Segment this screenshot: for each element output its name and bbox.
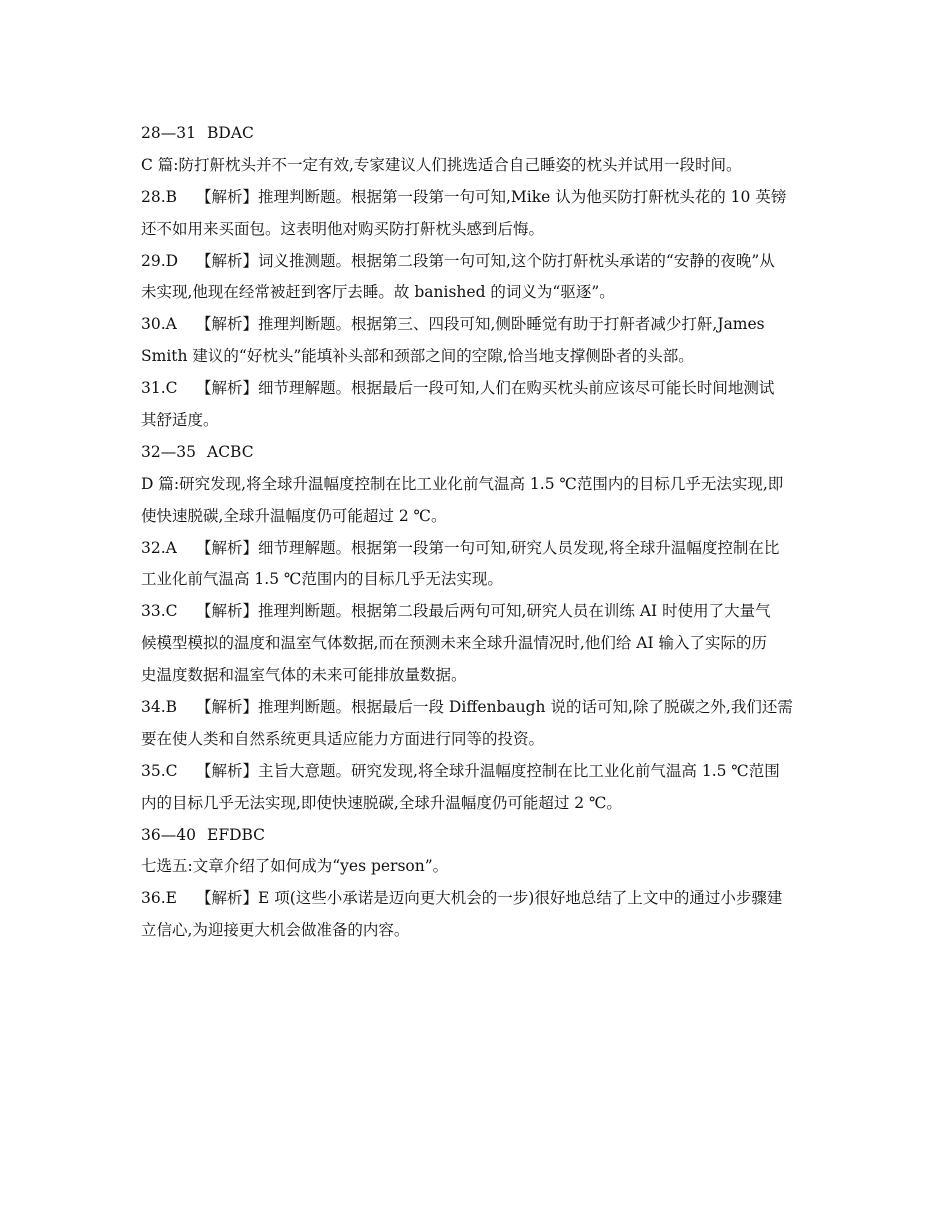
answer-letters: ACBC — [207, 442, 254, 461]
question-range: 36—40 — [141, 825, 196, 844]
explanation-text: 候模型模拟的温度和温室气体数据,而在预测未来全球升温情况时,他们给 AI 输入了实际的历 — [141, 634, 768, 653]
explanation-line — [141, 596, 817, 628]
explanation-text: 未实现,他现在经常被赶到客厅去睡。故 banished 的词义为“驱逐”。 — [141, 283, 615, 302]
explanation-line — [141, 692, 817, 724]
question-answer: 30.A — [141, 315, 177, 334]
explanation-line — [141, 373, 817, 405]
question-range: 32—35 — [141, 442, 196, 461]
explanation-text: 工业化前气温高 1.5 ℃范围内的目标几乎无法实现。 — [141, 570, 503, 589]
explanation-line — [141, 533, 817, 565]
explanation-text: 内的目标几乎无法实现,即使快速脱碳,全球升温幅度仍可能超过 2 ℃。 — [141, 793, 622, 812]
explanation-line — [141, 883, 817, 915]
passage-summary: 七选五:文章介绍了如何成为“yes person”。 — [141, 857, 449, 876]
section-header — [141, 437, 817, 469]
passage-summary: 使快速脱碳,全球升温幅度仍可能超过 2 ℃。 — [141, 506, 447, 525]
section-header — [141, 118, 817, 150]
question-answer: 35.C — [141, 761, 178, 780]
question-answer: 29.D — [141, 251, 179, 270]
explanation-text: 【解析】推理判断题。根据第一段第一句可知,Mike 认为他买防打鼾枕头花的 10 英镑 — [196, 187, 787, 206]
explanation-text: 【解析】细节理解题。根据最后一段可知,人们在购买枕头前应该尽可能长时间地测试 — [196, 379, 775, 398]
explanation-text: 【解析】词义推测题。根据第二段第一句可知,这个防打鼾枕头承诺的“安静的夜晚”从 — [196, 251, 775, 270]
explanation-text: 【解析】E 项(这些小承诺是迈向更大机会的一步)很好地总结了上文中的通过小步骤建 — [196, 889, 783, 908]
explanation-text: 还不如用来买面包。这表明他对购买防打鼾枕头感到后悔。 — [141, 219, 545, 238]
answer-letters: BDAC — [207, 124, 254, 142]
answer-key-document — [141, 118, 817, 947]
question-answer: 34.B — [141, 698, 178, 717]
explanation-text: 其舒适度。 — [141, 411, 219, 430]
question-answer: 31.C — [141, 379, 178, 398]
section-header — [141, 820, 817, 852]
explanation-text: Smith 建议的“好枕头”能填补头部和颈部之间的空隙,恰当地支撑侧卧者的头部。 — [141, 347, 694, 366]
explanation-text: 【解析】推理判断题。根据最后一段 Diffenbaugh 说的话可知,除了脱碳之外,我们还需 — [196, 698, 793, 717]
passage-summary: D 篇:研究发现,将全球升温幅度控制在比工业化前气温高 1.5 ℃范围内的目标几乎无法实现,即 — [141, 474, 784, 493]
question-answer: 36.E — [141, 889, 177, 908]
explanation-text: 立信心,为迎接更大机会做准备的内容。 — [141, 921, 410, 940]
explanation-text: 【解析】细节理解题。根据第一段第一句可知,研究人员发现,将全球升温幅度控制在比 — [196, 538, 780, 557]
explanation-line — [141, 309, 817, 341]
explanation-text: 史温度数据和温室气体的未来可能排放量数据。 — [141, 666, 467, 685]
question-answer: 33.C — [141, 602, 178, 621]
question-answer: 28.B — [141, 187, 178, 206]
explanation-text: 要在使人类和自然系统更具适应能力方面进行同等的投资。 — [141, 729, 545, 748]
explanation-line — [141, 756, 817, 788]
question-answer: 32.A — [141, 538, 177, 557]
question-range: 28—31 — [141, 124, 196, 142]
explanation-line — [141, 246, 817, 278]
answer-letters: EFDBC — [207, 825, 266, 844]
explanation-text: 【解析】推理判断题。根据第三、四段可知,侧卧睡觉有助于打鼾者减少打鼾,James — [196, 315, 765, 334]
passage-summary: C 篇:防打鼾枕头并不一定有效,专家建议人们挑选适合自己睡姿的枕头并试用一段时间。 — [141, 155, 742, 174]
explanation-text: 【解析】主旨大意题。研究发现,将全球升温幅度控制在比工业化前气温高 1.5 ℃范围 — [196, 761, 780, 780]
explanation-line — [141, 182, 817, 214]
explanation-text: 【解析】推理判断题。根据第二段最后两句可知,研究人员在训练 AI 时使用了大量气 — [196, 602, 771, 621]
